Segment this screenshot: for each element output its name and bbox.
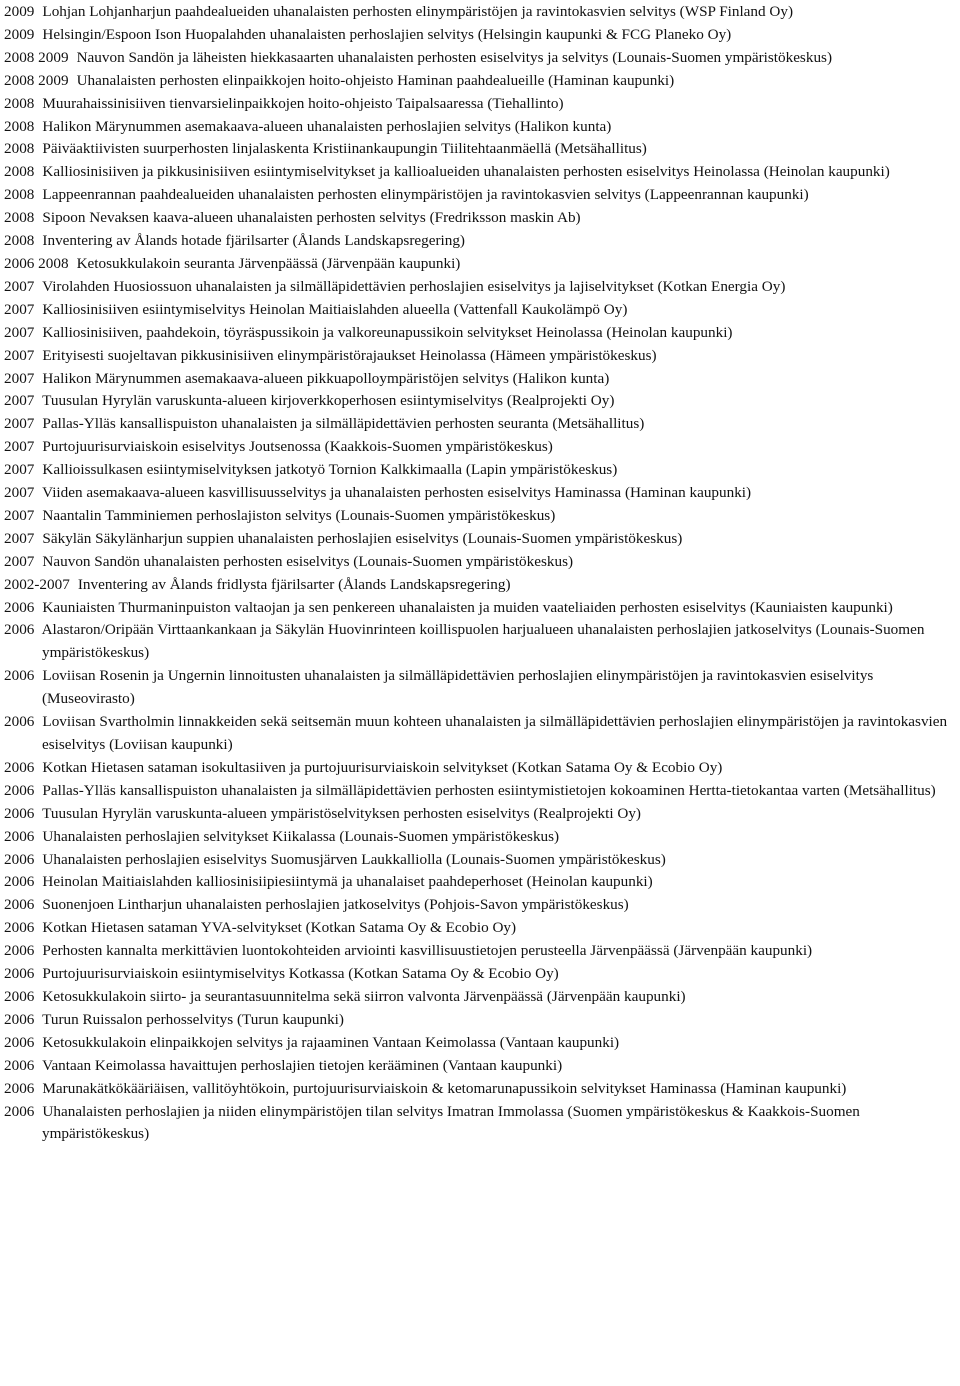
project-year: 2008 bbox=[4, 186, 35, 204]
project-entry bbox=[4, 849, 956, 872]
project-description: Ketosukkulakoin seuranta Järvenpäässä (Järvenpään kaupunki) bbox=[76, 254, 461, 272]
project-entry bbox=[4, 24, 956, 47]
project-entry bbox=[4, 459, 956, 482]
project-entry bbox=[4, 574, 956, 597]
project-description: Pallas-Ylläs kansallispuiston uhanalaisten ja silmälläpidettävien perhosten seuranta (Metsähallitus) bbox=[42, 415, 645, 433]
project-description: Loviisan Rosenin ja Ungernin linnoitusten uhanalaisten ja silmälläpidettävien perhoslajien elinympäristöjen ja ravintokasvien esiselvitys (Museovirasto) bbox=[42, 667, 874, 708]
project-entry bbox=[4, 1055, 956, 1078]
project-year: 2007 bbox=[4, 552, 35, 570]
project-description: Muurahaissinisiiven tienvarsielinpaikkojen hoito-ohjeisto Taipalsaaressa (Tiehallinto) bbox=[42, 94, 564, 112]
project-entry bbox=[4, 1101, 956, 1147]
project-entry bbox=[4, 70, 956, 93]
project-entry bbox=[4, 665, 956, 711]
project-description: Tuusulan Hyrylän varuskunta-alueen ympäristöselvityksen perhosten esiselvitys (Realprojekti Oy) bbox=[42, 804, 641, 822]
project-entry bbox=[4, 986, 956, 1009]
project-description: Uhanalaisten perhoslajien esiselvitys Suomusjärven Laukkalliolla (Lounais-Suomen ympäristökeskus) bbox=[42, 850, 666, 868]
project-entry bbox=[4, 711, 956, 757]
project-year: 2006 bbox=[4, 1033, 35, 1051]
project-year: 2007 bbox=[4, 438, 35, 456]
project-description: Ketosukkulakoin elinpaikkojen selvitys ja rajaaminen Vantaan Keimolassa (Vantaan kaupunki) bbox=[42, 1033, 620, 1051]
project-description: Suonenjoen Lintharjun uhanalaisten perhoslajien jatkoselvitys (Pohjois-Savon ympäristökeskus) bbox=[42, 896, 629, 914]
project-description: Viiden asemakaava-alueen kasvillisuusselvitys ja uhanalaisten perhosten esiselvitys Haminassa (Haminan kaupunki) bbox=[42, 484, 752, 502]
project-entry bbox=[4, 894, 956, 917]
project-description: Kallioissulkasen esiintymiselvityksen jatkotyö Tornion Kalkkimaalla (Lapin ympäristökeskus) bbox=[42, 461, 618, 479]
project-entry bbox=[4, 757, 956, 780]
project-description: Halikon Märynummen asemakaava-alueen pikkuapolloympäristöjen selvitys (Halikon kunta) bbox=[42, 369, 610, 387]
project-year: 2008 bbox=[4, 163, 35, 181]
project-description: Uhanalaisten perhoslajien selvitykset Kiikalassa (Lounais-Suomen ympäristökeskus) bbox=[42, 827, 560, 845]
project-description: Alastaron/Oripään Virttaankankaan ja Säkylän Huovinrinteen koillispuolen harjualueen uhanalaisten perhoslajien jatkoselvitys (Lounais-Suomen ympäristökeskus) bbox=[41, 621, 925, 662]
project-entry bbox=[4, 47, 956, 70]
project-entry bbox=[4, 871, 956, 894]
project-description: Erityisesti suojeltavan pikkusinisiiven elinympäristörajaukset Heinolassa (Hämeen ympäristökeskus) bbox=[42, 346, 657, 364]
project-entry bbox=[4, 368, 956, 391]
project-description: Helsingin/Espoon Ison Huopalahden uhanalaisten perhoslajien selvitys (Helsingin kaupunki & FCG Planeko Oy) bbox=[42, 25, 732, 43]
project-description: Kauniaisten Thurmaninpuiston valtaojan ja sen penkereen uhanalaisten ja muiden vaateliaiden perhosten esiselvitys (Kauniaisten kaupunki) bbox=[42, 598, 893, 616]
project-year: 2007 bbox=[4, 415, 35, 433]
project-description: Ketosukkulakoin siirto- ja seurantasuunnitelma sekä siirron valvonta Järvenpäässä (Järvenpään kaupunki) bbox=[42, 987, 686, 1005]
project-year: 2008 2009 bbox=[4, 71, 69, 89]
project-entry bbox=[4, 940, 956, 963]
project-year: 2006 bbox=[4, 1056, 35, 1074]
project-year: 2006 bbox=[4, 598, 35, 616]
project-entry bbox=[4, 505, 956, 528]
project-year: 2006 bbox=[4, 942, 35, 960]
project-description: Nauvon Sandön ja läheisten hiekkasaarten uhanalaisten perhosten esiselvitys ja selvitys (Lounais-Suomen ympäristökeskus) bbox=[76, 48, 833, 66]
project-year: 2006 bbox=[4, 827, 35, 845]
project-entry bbox=[4, 161, 956, 184]
project-entry bbox=[4, 413, 956, 436]
project-description: Kotkan Hietasen sataman isokultasiiven ja purtojuurisurviaiskoin selvitykset (Kotkan Satama Oy & Ecobio Oy) bbox=[42, 758, 723, 776]
project-entry bbox=[4, 917, 956, 940]
project-year: 2007 bbox=[4, 529, 35, 547]
project-entry bbox=[4, 551, 956, 574]
project-year: 2006 bbox=[4, 621, 35, 639]
project-description: Sipoon Nevaksen kaava-alueen uhanalaisten perhosten selvitys (Fredriksson maskin Ab) bbox=[42, 209, 581, 227]
project-entry bbox=[4, 1009, 956, 1032]
project-description: Pallas-Ylläs kansallispuiston uhanalaisten ja silmälläpidettävien perhosten esiintymistietojen kokoaminen Hertta-tietokantaa varten (Metsähallitus) bbox=[42, 781, 936, 799]
project-entry bbox=[4, 93, 956, 116]
project-year: 2002-2007 bbox=[4, 575, 70, 593]
project-description: Purtojuurisurviaiskoin esiintymiselvitys Kotkassa (Kotkan Satama Oy & Ecobio Oy) bbox=[42, 965, 559, 983]
project-description: Kalliosinisiiven, paahdekoin, töyräspussikoin ja valkoreunapussikoin selvitykset Heinolassa (Heinolan kaupunki) bbox=[42, 323, 733, 341]
project-year: 2007 bbox=[4, 484, 35, 502]
project-description: Säkylän Säkylänharjun suppien uhanalaisten perhoslajien esiselvitys (Lounais-Suomen ympäristökeskus) bbox=[42, 529, 683, 547]
project-entry bbox=[4, 597, 956, 620]
project-description: Turun Ruissalon perhosselvitys (Turun kaupunki) bbox=[42, 1010, 344, 1028]
project-year: 2006 bbox=[4, 987, 35, 1005]
project-entry bbox=[4, 803, 956, 826]
project-description: Kalliosinisiiven ja pikkusinisiiven esiintymiselvitykset ja kallioalueiden uhanalaisten perhosten esiselvitys Heinolassa (Heinolan kaupunki) bbox=[42, 163, 890, 181]
project-year: 2006 bbox=[4, 713, 35, 731]
project-year: 2006 bbox=[4, 804, 35, 822]
project-entry bbox=[4, 390, 956, 413]
project-description: Purtojuurisurviaiskoin esiselvitys Joutsenossa (Kaakkois-Suomen ympäristökeskus) bbox=[42, 438, 553, 456]
project-entry bbox=[4, 780, 956, 803]
project-entry bbox=[4, 322, 956, 345]
project-description: Loviisan Svartholmin linnakkeiden sekä seitsemän muun kohteen uhanalaisten ja silmälläpidettävien perhoslajien elinympäristöjen ja ravintokasvien esiselvitys (Loviisan kaupunki) bbox=[42, 713, 948, 753]
project-entry bbox=[4, 138, 956, 161]
project-year: 2009 bbox=[4, 25, 35, 43]
project-entry bbox=[4, 1078, 956, 1101]
project-year: 2009 bbox=[4, 3, 35, 20]
project-entry bbox=[4, 1032, 956, 1055]
project-year: 2008 bbox=[4, 94, 35, 112]
project-description: Päiväaktiivisten suurperhosten linjalaskenta Kristiinankaupungin Tiilitehtaanmäellä (Metsähallitus) bbox=[42, 140, 647, 158]
project-year: 2007 bbox=[4, 506, 35, 524]
project-year: 2006 2008 bbox=[4, 254, 69, 272]
project-year: 2006 bbox=[4, 873, 35, 891]
project-year: 2006 bbox=[4, 667, 35, 685]
project-description: Lohjan Lohjanharjun paahdealueiden uhanalaisten perhosten elinympäristöjen ja ravintokasvien selvitys (WSP Finland Oy) bbox=[42, 3, 794, 20]
project-year: 2006 bbox=[4, 781, 35, 799]
project-description: Virolahden Huosiossuon uhanalaisten ja silmälläpidettävien perhoslajien esiselvitys ja lajiselvitykset (Kotkan Energia Oy) bbox=[42, 277, 786, 295]
project-description: Tuusulan Hyrylän varuskunta-alueen kirjoverkkoperhosen esiintymiselvitys (Realprojekti Oy) bbox=[42, 392, 615, 410]
project-year: 2006 bbox=[4, 965, 35, 983]
project-year: 2007 bbox=[4, 277, 35, 295]
project-year: 2006 bbox=[4, 850, 35, 868]
project-description: Uhanalaisten perhoslajien ja niiden elinympäristöjen tilan selvitys Imatran Immolassa (Suomen ympäristökeskus & Kaakkois-Suomen ympäristökeskus) bbox=[42, 1102, 860, 1143]
project-entry bbox=[4, 963, 956, 986]
project-description: Vantaan Keimolassa havaittujen perhoslajien tietojen kerääminen (Vantaan kaupunki) bbox=[42, 1056, 563, 1074]
project-year: 2008 bbox=[4, 117, 35, 135]
project-description: Naantalin Tamminiemen perhoslajiston selvitys (Lounais-Suomen ympäristökeskus) bbox=[42, 506, 556, 524]
project-entry bbox=[4, 253, 956, 276]
project-description: Lappeenrannan paahdealueiden uhanalaisten perhosten elinympäristöjen ja ravintokasvien selvitys (Lappeenrannan kaupunki) bbox=[42, 186, 809, 204]
project-description: Uhanalaisten perhosten elinpaikkojen hoito-ohjeisto Haminan paahdealueille (Haminan kaupunki) bbox=[76, 71, 675, 89]
project-year: 2006 bbox=[4, 1102, 35, 1120]
project-entry bbox=[4, 619, 956, 665]
project-description: Perhosten kannalta merkittävien luontokohteiden arviointi kasvillisuustietojen perusteella Järvenpäässä (Järvenpään kaupunki) bbox=[42, 942, 813, 960]
project-description: Nauvon Sandön uhanalaisten perhosten esiselvitys (Lounais-Suomen ympäristökeskus) bbox=[42, 552, 574, 570]
project-entry bbox=[4, 345, 956, 368]
project-description: Kotkan Hietasen sataman YVA-selvitykset (Kotkan Satama Oy & Ecobio Oy) bbox=[42, 919, 517, 937]
project-year: 2008 2009 bbox=[4, 48, 69, 66]
project-year: 2008 bbox=[4, 140, 35, 158]
project-year: 2006 bbox=[4, 758, 35, 776]
project-entry bbox=[4, 230, 956, 253]
project-year: 2007 bbox=[4, 300, 35, 318]
project-year: 2007 bbox=[4, 461, 35, 479]
project-year: 2008 bbox=[4, 209, 35, 227]
project-entry bbox=[4, 299, 956, 322]
project-year: 2007 bbox=[4, 346, 35, 364]
project-description: Marunakätkökääriäisen, vallitöyhtökoin, purtojuurisurviaiskoin & ketomarunapussikoin selvitykset Haminassa (Haminan kaupunki) bbox=[42, 1079, 847, 1097]
project-description: Heinolan Maitiaislahden kalliosinisiipiesiintymä ja uhanalaiset paahdeperhoset (Heinolan kaupunki) bbox=[42, 873, 653, 891]
project-entry bbox=[4, 276, 956, 299]
project-entry bbox=[4, 528, 956, 551]
project-year: 2006 bbox=[4, 1079, 35, 1097]
project-entry bbox=[4, 1, 956, 24]
project-entry bbox=[4, 184, 956, 207]
project-description: Halikon Märynummen asemakaava-alueen uhanalaisten perhoslajien selvitys (Halikon kunta) bbox=[42, 117, 612, 135]
project-year: 2006 bbox=[4, 1010, 35, 1028]
project-year: 2007 bbox=[4, 323, 35, 341]
project-entry bbox=[4, 116, 956, 139]
project-entry bbox=[4, 482, 956, 505]
project-year: 2006 bbox=[4, 896, 35, 914]
project-year: 2006 bbox=[4, 919, 35, 937]
project-year: 2007 bbox=[4, 369, 35, 387]
project-description: Inventering av Ålands hotade fjärilsarter (Ålands Landskapsregering) bbox=[42, 232, 465, 250]
project-year: 2007 bbox=[4, 392, 35, 410]
project-entry bbox=[4, 207, 956, 230]
project-description: Inventering av Ålands fridlysta fjärilsarter (Ålands Landskapsregering) bbox=[77, 575, 511, 593]
project-description: Kalliosinisiiven esiintymiselvitys Heinolan Maitiaislahden alueella (Vattenfall Kaukolämpö Oy) bbox=[42, 300, 628, 318]
project-entry bbox=[4, 436, 956, 459]
project-entry bbox=[4, 826, 956, 849]
project-year: 2008 bbox=[4, 232, 35, 250]
